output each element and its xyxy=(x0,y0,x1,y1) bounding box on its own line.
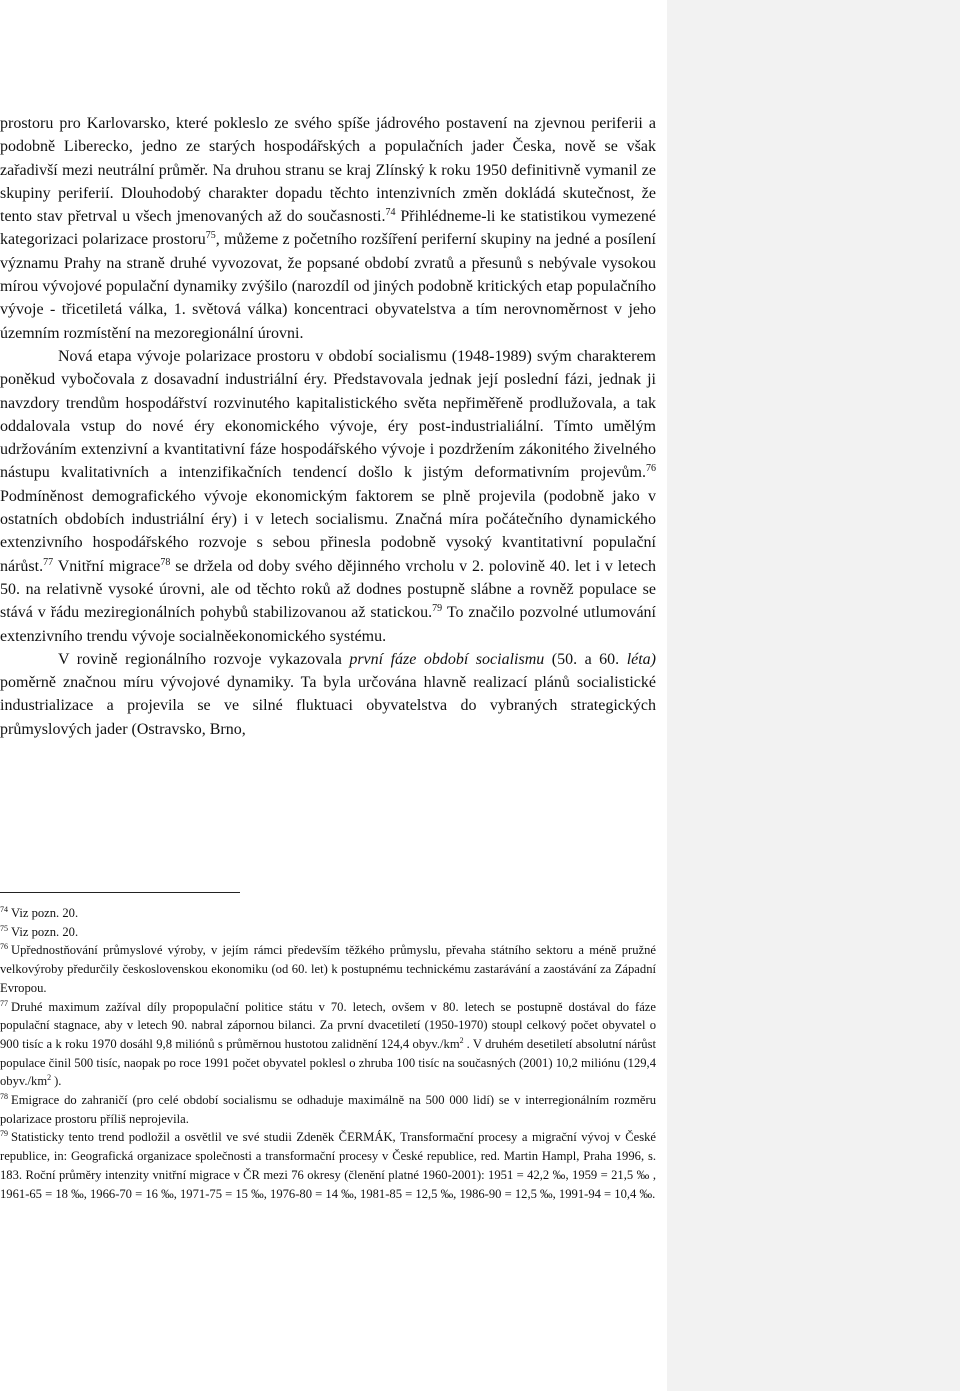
paragraph xyxy=(0,648,656,741)
text-run: Druhé maximum zažíval díly propopulační politice státu v 70. letech, ovšem v 80. letech se postupně dostával do fáze populační stagnace, aby v letech 90. nabral zápornou bilanci. Za první dvacetiletí (1950-1970) stoupl celkový počet obyvatel o 900 tisíc a k roku 1970 dosáhl 9,8 miliónů s průměrnou hustotou zalidnění 124,4 obyv./km xyxy=(0,999,656,1051)
text-run: prostoru pro Karlovarsko, které pokleslo ze svého spíše jádrového postavení na zjevnou periferii a podobně Liberecko, jedno ze starých hospodářských a populačních jader Česka, nově se však zařadivší mezi neutrální průměr. Na druhou stranu se kraj Zlínský k roku 1950 definitivně vymanil ze skupiny periferií. Dlouhodobý charakter dopadu těchto intenzivních změn dokládá skutečnost, že tento stav přetrval u všech jmenovaných až do současnosti. xyxy=(0,115,656,226)
footnote-number: 76 xyxy=(0,942,8,952)
footnote xyxy=(0,941,656,997)
footnote xyxy=(0,998,656,1092)
text-run: Nová etapa vývoje polarizace prostoru v období socialismu (1948-1989) svým charakterem poněkud vybočovala z dosavadní industriální éry. Představovala jednak její poslední fázi, jednak ji navzdory trendům hospodářství rozvinutého kapitalistického světa nepřiměřeně prodlužovala, a tak oddalovala vstup do nové éry ekonomického vývoje, éry post-industrialiální. Tímto umělým udržováním extenzivní a kvantitativní fáze hospodářského vývoje i pozdržením zákonitého živelného nástupu kvalitativních a intenzifikačních tendencí došlo k jistým deformativním projevům. xyxy=(0,347,656,482)
footnote-reference: 79 xyxy=(432,603,443,615)
text-run: Přihlédneme-li ke statistikou vymezené kategorizaci polarizace prostoru xyxy=(0,208,656,249)
text-run: poměrně značnou míru vývojové dynamiky. Ta byla určována hlavně realizací plánů socialistické industrializace a projevila se ve silné fluktuaci obyvatelstva do vybraných strategických průmyslových jader (Ostravsko, Brno, xyxy=(0,674,656,738)
footnote-reference: 2 xyxy=(459,1035,464,1045)
footnote-text: Viz pozn. 20. xyxy=(11,924,79,939)
text-run: (50. a 60. xyxy=(544,650,627,668)
footnote-text: Upřednostňování průmyslové výroby, v jejím rámci především těžkého průmyslu, převaha státního sektoru a méně pružné velkovýroby předurčily československou ekonomiku (od 60. let) k postupnému technickému zastarávání a zaostávání za Západní Evropou. xyxy=(0,943,656,995)
text-run: V rovině regionálního rozvoje vykazovala xyxy=(58,650,350,668)
footnote-number: 78 xyxy=(0,1092,8,1102)
text-run: Vnitřní migrace xyxy=(53,557,161,575)
footnote-number: 75 xyxy=(0,923,8,933)
footnote-number: 74 xyxy=(0,905,8,914)
footnote-reference: 76 xyxy=(646,463,656,475)
text-run: , můžeme z početního rozšíření periferní skupiny na jedné a posílení významu Prahy na straně druhé vyvozovat, že popsané období zvratů a přesunů s nebývale vysokou mírou vývojové populační dynamiky zvýšilo (narozdíl od jiných podobně kritických etap populačního vývoje - třicetiletá válka, 1. světová válka) koncentraci obyvatelstva a tím nerovnoměrnost v jeho územním rozmístění na mezoregionální úrovni. xyxy=(0,231,656,342)
paragraph xyxy=(0,112,656,345)
footnote-reference: 77 xyxy=(43,556,54,568)
footnotes xyxy=(0,904,656,1203)
footnote-text: Statisticky tento trend podložil a osvětlil ve své studii Zdeněk ČERMÁK, Transformační procesy a migrační vývoj v České republice, in: Geografická organizace společnosti a transformační procesy v České republice, red. Martin Hampl, Praha 1996, s. 183. Roční průměry intenzity vnitřní migrace v ČR mezi 76 okresy (členění platné 1960-2001): 1951 = 42,2 ‰, 1959 = 21,5 ‰ , 1961-65 = 18 ‰, 1966-70 = 16 ‰, 1971-75 = 15 ‰, 1976-80 = 14 ‰, 1981-85 = 12,5 ‰, 1986-90 = 12,5 ‰, 1991-94 = 10,4 ‰. xyxy=(0,1130,656,1201)
footnote xyxy=(0,923,656,942)
comment-margin-pane xyxy=(667,0,960,1391)
footnote-number: 77 xyxy=(0,998,8,1008)
document-page xyxy=(0,112,656,741)
text-run: To značilo pozvolné utlumování extenzivního trendu vývoje socialněekonomického systému. xyxy=(0,604,656,645)
footnote xyxy=(0,1128,656,1203)
footnote-text: Emigrace do zahraničí (pro celé období socialismu se odhaduje maximálně na 500 000 lidí) se v interregionálním rozměru polarizace prostoru příliš neprojevila. xyxy=(0,1093,656,1126)
text-run: se držela od doby svého dějinného vrcholu v 2. polovině 40. let i v letech 50. na relativně vysoké úrovni, ale od těchto roků až dodnes postupně slábne a rovněž populace se stává v řádu meziregionálních pohybů stabilizovanou až statickou. xyxy=(0,557,657,622)
text-run: ). xyxy=(54,1074,62,1089)
footnote xyxy=(0,904,656,923)
text-run: Podmíněnost demografického vývoje ekonomickým faktorem se plně projevila (podobně jako v ostatních obdobích industriální éry) i v letech socialismu. Značná míra počátečního dynamického extenzivního hospodářského rozvoje s sebou přinesla podobně vysoký kvantitativní populační nárůst. xyxy=(0,487,656,575)
footnote-reference: 2 xyxy=(47,1073,52,1083)
footnote xyxy=(0,1091,656,1128)
footnote-reference: 78 xyxy=(160,556,171,568)
footnote-reference: 75 xyxy=(205,230,216,242)
footnote-text: Viz pozn. 20. xyxy=(11,906,79,920)
body-text xyxy=(0,112,656,741)
text-run: . V druhém desetiletí absolutní nárůst populace činil 500 tisíc, naopak po roce 1991 počet obyvatel poklesl o zhruba 100 tisíc na současných (2001) 10,2 miliónu (129,4 obyv./km xyxy=(0,1036,656,1089)
italic-text: první fáze období socialismu xyxy=(349,650,545,668)
footnote-reference: 74 xyxy=(385,207,396,219)
footnote-number: 79 xyxy=(0,1129,8,1139)
italic-text: léta) xyxy=(626,650,657,668)
footnote-separator xyxy=(0,892,240,893)
paragraph xyxy=(0,345,656,648)
